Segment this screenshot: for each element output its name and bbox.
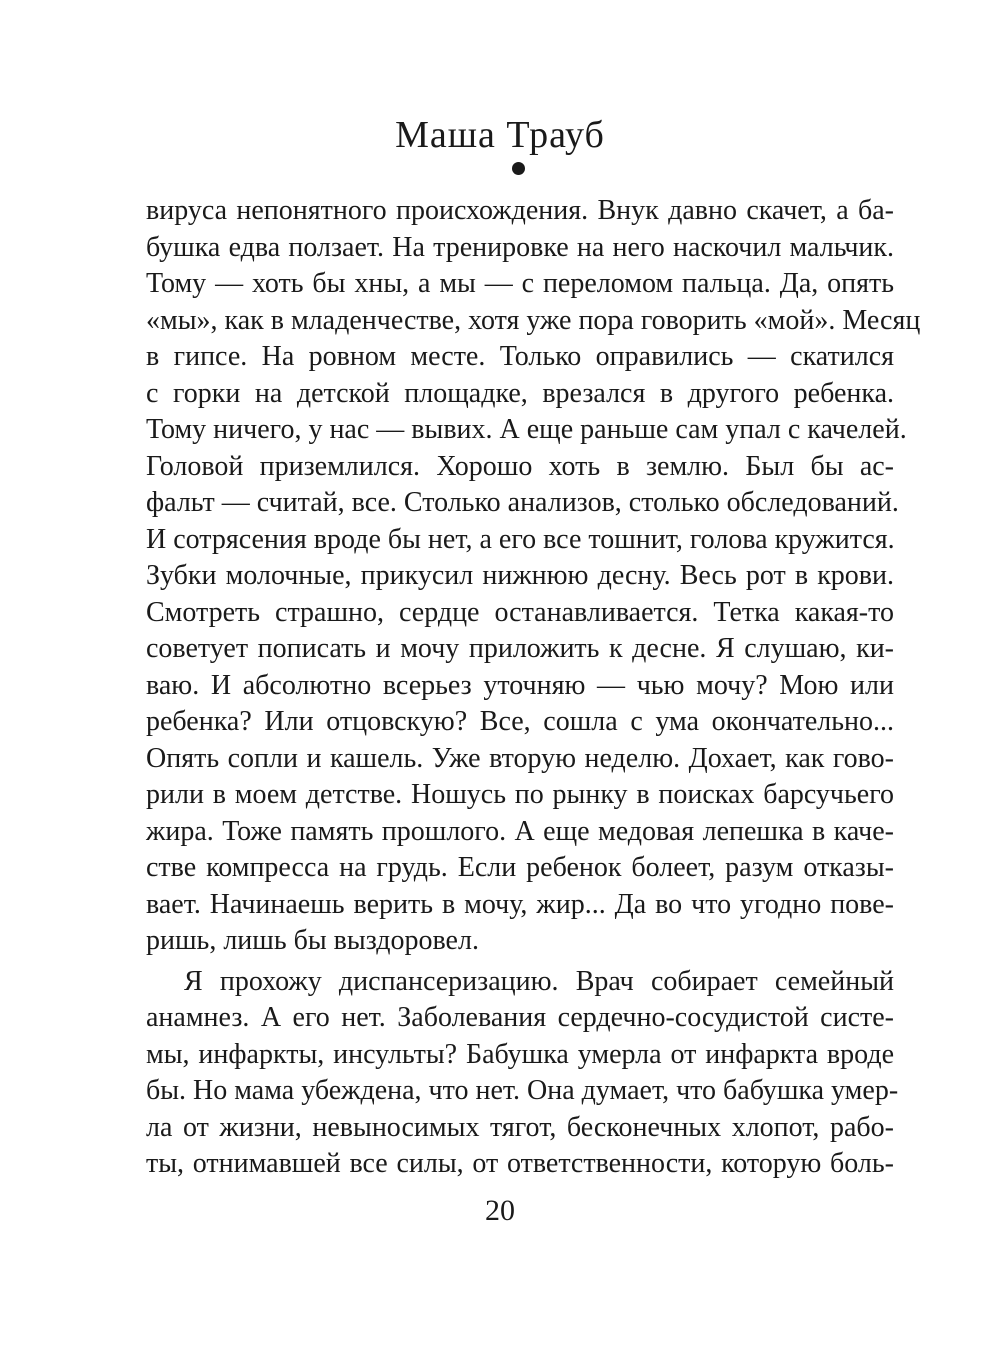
page-body bbox=[146, 193, 921, 1183]
text-line: вируса непонятного происхождения. Внук давно скачет, а ба- bbox=[146, 195, 894, 226]
text-line: Тому — хоть бы хны, а мы — с переломом пальца. Да, опять bbox=[146, 268, 894, 299]
text-line: ребенка? Или отцовскую? Все, сошла с ума окончательно... bbox=[146, 706, 894, 737]
text-line: в гипсе. На ровном месте. Только оправились — скатился bbox=[146, 341, 894, 372]
paragraph-1 bbox=[146, 193, 921, 960]
text-line: вает. Начинаешь верить в мочу, жир... Да во что угодно пове- bbox=[146, 888, 894, 920]
text-line: бы. Но мама убеждена, что нет. Она думает, что бабушка умер- bbox=[146, 1075, 899, 1106]
text-line: ла от жизни, невыносимых тягот, бесконечных хлопот, рабо- bbox=[146, 1111, 894, 1143]
text-line: ваю. И абсолютно всерьез уточняю — чью мочу? Мою или bbox=[146, 669, 894, 701]
text-line: стве компресса на грудь. Если ребенок болеет, разум отказы- bbox=[146, 852, 894, 883]
text-line: с горки на детской площадке, врезался в другого ребенка. bbox=[146, 377, 894, 409]
text-line: ришь, лишь бы выздоровел. bbox=[146, 925, 479, 956]
text-line: Опять сопли и кашель. Уже вторую неделю. Дохает, как гово- bbox=[146, 742, 894, 774]
text-line: анамнез. А его нет. Заболевания сердечно-сосудистой систе- bbox=[146, 1002, 894, 1033]
paragraph-2 bbox=[146, 964, 899, 1183]
text-line: «мы», как в младенчестве, хотя уже пора говорить «мой». Месяц bbox=[146, 304, 921, 336]
text-line: Смотреть страшно, сердце останавливается. Тетка какая-то bbox=[146, 596, 894, 628]
running-header-author: Маша Трауб bbox=[395, 114, 605, 156]
text-line: советует пописать и мочу приложить к десне. Я слушаю, ки- bbox=[146, 633, 894, 664]
text-line: мы, инфаркты, инсульты? Бабушка умерла от инфаркта вроде bbox=[146, 1038, 894, 1070]
text-line: Головой приземлился. Хорошо хоть в землю. Был бы ас- bbox=[146, 450, 894, 482]
text-line: жира. Тоже память прошлого. А еще медовая лепешка в каче- bbox=[146, 815, 894, 847]
text-line: Зубки молочные, прикусил нижнюю десну. Весь рот в крови. bbox=[146, 560, 894, 591]
page-number: 20 bbox=[485, 1194, 515, 1227]
text-line: фальт — считай, все. Столько анализов, столько обследований. bbox=[146, 487, 899, 518]
text-line: И сотрясения вроде бы нет, а его все тошнит, голова кружится. bbox=[146, 523, 895, 555]
text-line: Я прохожу диспансеризацию. Врач собирает семейный bbox=[184, 965, 894, 997]
header-bullet-ornament bbox=[512, 162, 525, 175]
text-line: Тому ничего, у нас — вывих. А еще раньше сам упал с качелей. bbox=[146, 414, 907, 445]
text-line: ты, отнимавшей все силы, от ответственности, которую боль- bbox=[146, 1148, 894, 1179]
text-line: рили в моем детстве. Ношусь по рынку в поисках барсучьего bbox=[146, 779, 894, 810]
text-line: бушка едва ползает. На тренировке на него наскочил мальчик. bbox=[146, 231, 894, 263]
